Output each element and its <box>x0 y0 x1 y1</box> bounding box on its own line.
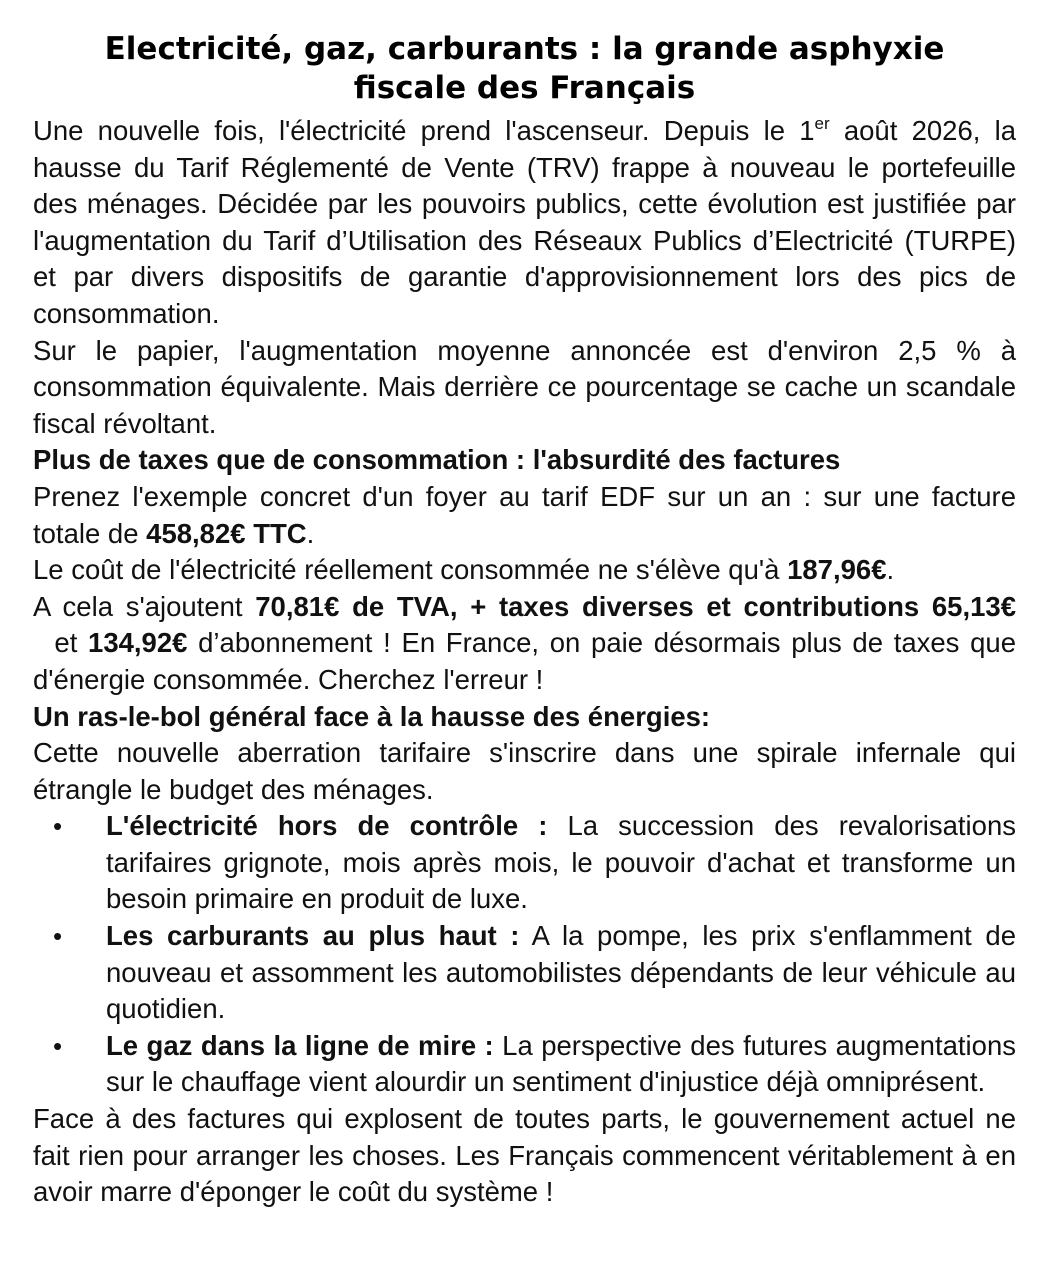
invoice-total-amount: 458,82€ TTC <box>146 517 307 549</box>
intro-paragraph-2: Sur le papier, l'augmentation moyenne annoncée est d'environ 2,5 % à consommation équivalente. Mais derrière ce pourcentage se cache un scandale fiscal révoltant. <box>33 334 1016 439</box>
spiral-intro-paragraph: Cette nouvelle aberration tarifaire s'inscrire dans une spirale infernale qui étrangle le budget des ménages. <box>33 737 1016 805</box>
title-line-1: Electricité, gaz, carburants : la grande asphyxie <box>104 31 945 67</box>
energy-bullet-list <box>33 808 1016 1101</box>
article-title <box>33 30 1016 108</box>
taxes-paragraph: A cela s'ajoutent 70,81€ de TVA, + taxes diverses et contributions 65,13€ et 134,92€ d’abonnement ! En France, on paie désormais plus de taxes que d'énergie consommée. Cherchez l'erreur ! <box>33 590 1016 695</box>
consumption-amount: 187,96€ <box>787 554 887 586</box>
intro-text-start: Une nouvelle fois, l'électricité prend l'ascenseur. Depuis le 1 <box>33 115 815 146</box>
bullet-icon: • <box>53 921 63 952</box>
invoice-total-paragraph: Prenez l'exemple concret d'un foyer au tarif EDF sur un an : sur une facture totale de 458,82€ TTC. <box>33 480 1016 549</box>
intro-paragraph-1 <box>33 113 1016 333</box>
subscription-amount: 134,92€ <box>88 627 188 659</box>
section-heading-taxes: Plus de taxes que de consommation : l'absurdité des factures <box>33 444 841 476</box>
bullet-icon: • <box>53 811 63 842</box>
title-line-2: fiscale des Français <box>353 70 696 106</box>
consumption-cost-paragraph: Le coût de l'électricité réellement consommée ne s'élève qu'à 187,96€. <box>33 554 895 586</box>
bullet-text: La perspective des futures augmentations sur le chauffage vient alourdir un sentiment d'injustice déjà omniprésent. <box>106 1029 1016 1098</box>
bullet-gas <box>33 1028 1016 1101</box>
bullet-electricity <box>33 808 1016 918</box>
ordinal-superscript: er <box>814 114 830 133</box>
bullet-text: La succession des revalorisations tarifaires grignote, mois après mois, le pouvoir d'achat et transforme un besoin primaire en produit de luxe. <box>106 810 1016 915</box>
bullet-text: A la pompe, les prix s'enflamment de nouveau et assomment les automobilistes dépendants de leur véhicule au quotidien. <box>106 920 1016 1025</box>
bullet-fuel <box>33 918 1016 1028</box>
bullet-icon: • <box>53 1030 63 1061</box>
intro-text-rest: août 2026, la hausse du Tarif Réglementé de Vente (TRV) frappe à nouveau le portefeuille des ménages. Décidée par les pouvoirs publics, cette évolution est justifiée par l'augmentation du Tarif d’Utilisation des Réseaux Publics d’Electricité (TURPE) et par divers dispositifs de garantie d'approvisionnement lors des pics de consommation. <box>33 115 1016 329</box>
bullet-title: Les carburants au plus haut : <box>106 920 520 952</box>
tva-amount: 70,81€ de TVA, + taxes diverses et contributions 65,13€ <box>255 590 1016 622</box>
bullet-title: Le gaz dans la ligne de mire : <box>106 1029 494 1061</box>
conclusion-paragraph: Face à des factures qui explosent de toutes parts, le gouvernement actuel ne fait rien pour arranger les choses. Les Français commencent véritablement à en avoir marre d'éponger le coût du système ! <box>33 1103 1016 1208</box>
section-heading-energy: Un ras-le-bol général face à la hausse des énergies: <box>33 700 711 732</box>
bullet-title: L'électricité hors de contrôle : <box>106 810 548 842</box>
